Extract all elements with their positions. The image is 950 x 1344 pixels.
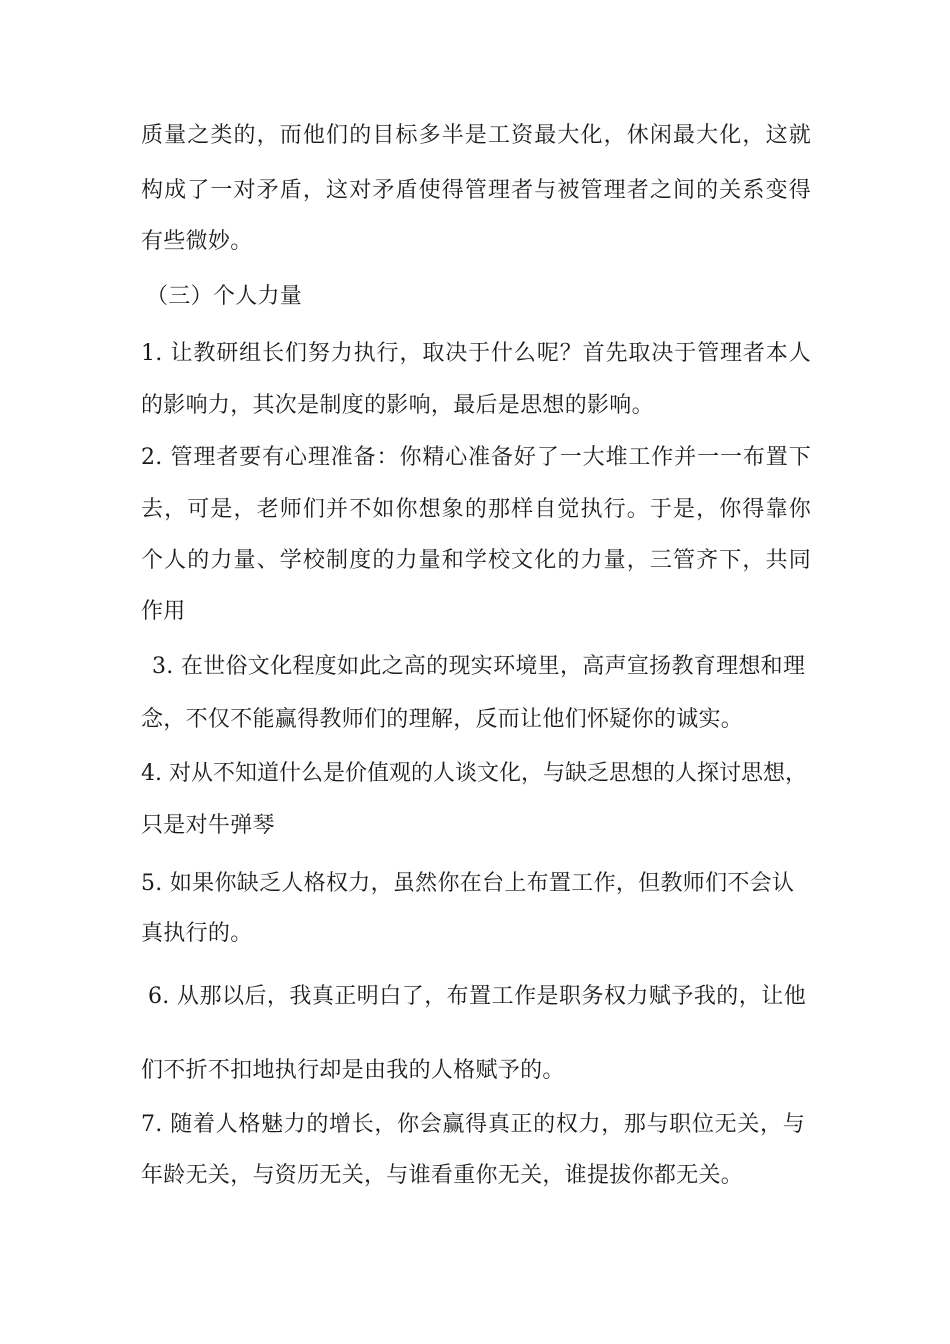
item-3-line-1: 3. 在世俗文化程度如此之高的现实环境里，高声宣扬教育理想和理 — [152, 654, 806, 679]
item-6-line-1: 6. 从那以后，我真正明白了，布置工作是职务权力赋予我的，让他 — [148, 984, 806, 1009]
paragraph-line-2: 构成了一对矛盾，这对矛盾使得管理者与被管理者之间的关系变得 — [141, 178, 811, 203]
item-4-line-2: 只是对牛弹琴 — [141, 813, 275, 838]
item-2-line-4: 作用 — [141, 599, 186, 624]
item-6-line-2: 们不折不扣地执行却是由我的人格赋予的。 — [141, 1058, 565, 1083]
item-2-line-1: 2. 管理者要有心理准备：你精心准备好了一大堆工作并一一布置下 — [141, 445, 811, 470]
item-2-line-3: 个人的力量、学校制度的力量和学校文化的力量，三管齐下，共同 — [141, 548, 811, 573]
item-3-line-2: 念，不仅不能赢得教师们的理解，反而让他们怀疑你的诚实。 — [141, 707, 744, 732]
section-heading: （三）个人力量 — [146, 284, 303, 309]
paragraph-line-1: 质量之类的，而他们的目标多半是工资最大化，休闲最大化，这就 — [141, 123, 811, 148]
item-4-line-1: 4. 对从不知道什么是价值观的人谈文化，与缺乏思想的人探讨思想， — [141, 761, 807, 786]
item-5-line-2: 真执行的。 — [141, 921, 253, 946]
item-2-line-2: 去，可是，老师们并不如你想象的那样自觉执行。于是，你得靠你 — [141, 497, 811, 522]
item-5-line-1: 5. 如果你缺乏人格权力，虽然你在台上布置工作，但教师们不会认 — [141, 871, 795, 896]
item-7-line-1: 7. 随着人格魅力的增长，你会赢得真正的权力，那与职位无关，与 — [141, 1112, 805, 1137]
item-1-line-2: 的影响力，其次是制度的影响，最后是思想的影响。 — [141, 393, 654, 418]
item-7-line-2: 年龄无关，与资历无关，与谁看重你无关，谁提拔你都无关。 — [141, 1163, 744, 1188]
item-1-line-1: 1. 让教研组长们努力执行，取决于什么呢？首先取决于管理者本人 — [141, 341, 811, 366]
paragraph-line-3: 有些微妙。 — [141, 229, 253, 254]
